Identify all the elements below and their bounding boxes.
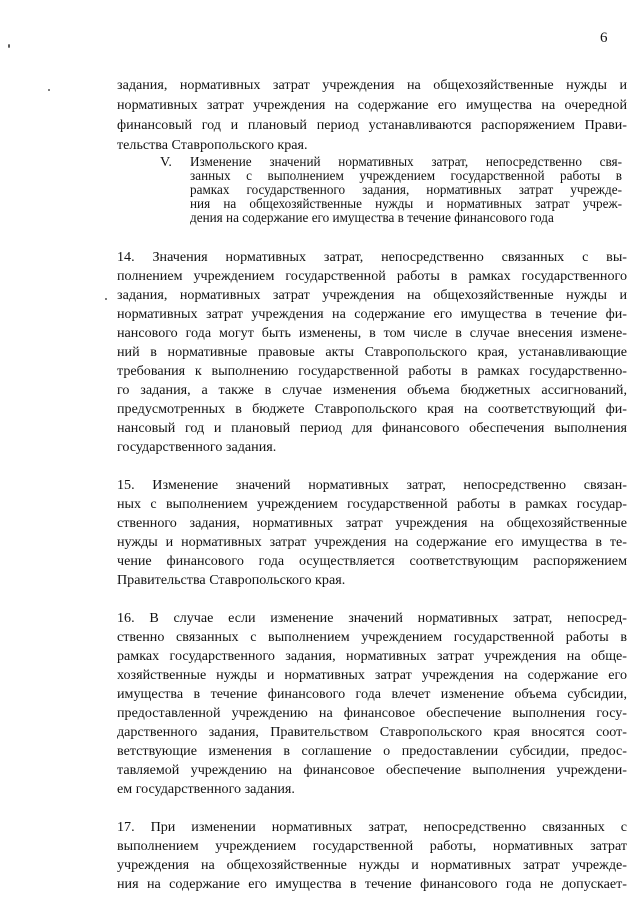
text-line: 17. При изменении нормативных затрат, непосредственно связанных с	[117, 819, 627, 835]
heading-line: рамках государственного задания, нормативных затрат учрежде-	[190, 182, 622, 197]
text-line: нансового года могут быть изменены, в том числе в случае внесения измене-	[117, 325, 627, 341]
heading-line: дения на содержание его имущества в течение финансового года	[190, 210, 554, 225]
text-line: нормативных затрат учреждения на содержание его имущества в течение фи-	[117, 306, 627, 322]
text-line: нансовый год и плановый период для финансового обеспечения выполнения	[117, 420, 627, 436]
text-line: хозяйственные нужды и нормативных затрат учреждения на содержание его	[117, 667, 627, 683]
text-line: финансовый год и плановый период устанавливаются распоряжением Прави-	[117, 117, 627, 133]
text-line: имущества в течение финансового года влечет изменение объема субсидии,	[117, 686, 627, 702]
section-number: V.	[160, 154, 172, 170]
text-line: 15. Изменение значений нормативных затрат, непосредственно связан-	[117, 477, 627, 493]
scan-speck	[105, 298, 107, 300]
heading-line: Изменение значений нормативных затрат, непосредственно свя-	[190, 154, 622, 169]
text-line: тавляемой учреждению на финансовое обеспечение выполнения учреждени-	[117, 762, 627, 778]
heading-line: занных с выполнением учреждением государственной работы в	[190, 168, 622, 183]
text-line: ных с выполнением учреждением государственной работы в рамках государ-	[117, 496, 627, 512]
text-line: ний в нормативные правовые акты Ставропольского края, устанавливающие	[117, 344, 627, 360]
text-line: предоставленной учреждению на финансовое обеспечение выполнения госу-	[117, 705, 627, 721]
page-number: 6	[600, 30, 608, 46]
text-line: дарственного задания, Правительством Ставропольского края вносятся соот-	[117, 724, 627, 740]
text-line: государственного задания.	[117, 439, 277, 455]
text-line: ственно связанных с выполнением учреждением государственной работы в	[117, 629, 627, 645]
text-line: го задания, а также в случае изменения объема бюджетных ассигнований,	[117, 382, 627, 398]
text-line: 16. В случае если изменение значений нормативных затрат, непосред-	[117, 610, 627, 626]
text-line: ем государственного задания.	[117, 781, 295, 797]
text-line: полнением учреждением государственной работы в рамках государственного	[117, 268, 627, 284]
text-line: учреждения на общехозяйственные нужды и нормативных затрат учрежде-	[117, 857, 627, 873]
text-line: ветствующие изменения в соглашение о предоставлении субсидии, предос-	[117, 743, 627, 759]
scan-speck	[48, 89, 50, 91]
text-line: 14. Значения нормативных затрат, непосредственно связанных с вы-	[117, 249, 627, 265]
text-line: предусмотренных в бюджете Ставропольского края на соответствующий фи-	[117, 401, 627, 417]
heading-line: ния на общехозяйственные нужды и нормативных затрат учреж-	[190, 196, 622, 211]
text-line: требования к выполнению государственной работы в рамках государственно-	[117, 363, 627, 379]
text-line: рамках государственного задания, нормативных затрат учреждения на обще-	[117, 648, 627, 664]
text-line: задания, нормативных затрат учреждения на общехозяйственные нужды и	[117, 287, 627, 303]
text-line: нормативных затрат учреждения на содержание его имущества на очередной	[117, 97, 627, 113]
text-line: ственного задания, нормативных затрат учреждения на общехозяйственные	[117, 515, 627, 531]
text-line: чение финансового года осуществляется соответствующим распоряжением	[117, 553, 627, 569]
text-line: Правительства Ставропольского края.	[117, 572, 346, 588]
text-line: задания, нормативных затрат учреждения на общехозяйственные нужды и	[117, 77, 627, 93]
text-line: выполнением учреждением государственной работы, нормативных затрат	[117, 838, 627, 854]
text-line: нужды и нормативных затрат учреждения на содержание его имущества в те-	[117, 534, 627, 550]
scan-speck	[8, 44, 10, 48]
text-line: ния на содержание его имущества в течение финансового года не допускает-	[117, 876, 627, 892]
text-line: тельства Ставропольского края.	[117, 137, 308, 153]
